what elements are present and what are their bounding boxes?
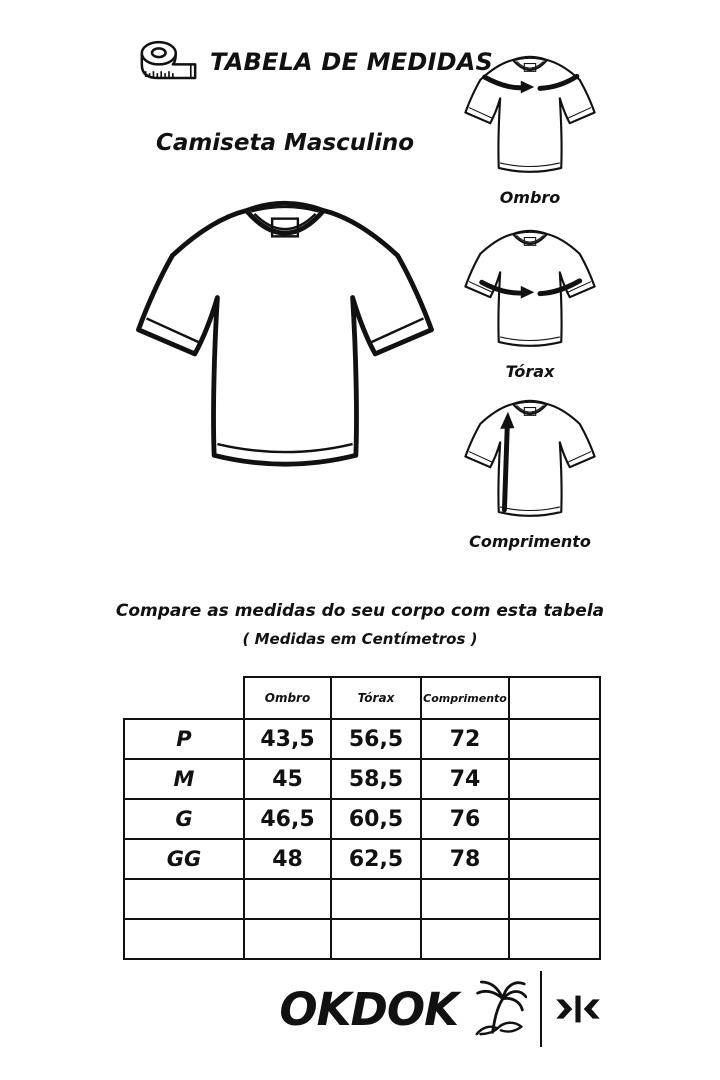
value-torax <box>331 879 421 919</box>
measuring-tape-icon <box>136 38 200 85</box>
table-row-empty-2 <box>124 919 600 959</box>
table-row-g <box>124 799 600 839</box>
value-ombro: 43,5 <box>244 719 331 759</box>
value-comprimento: 78 <box>421 839 509 879</box>
tshirt-shoulder-arrow-icon <box>459 50 601 185</box>
size-table <box>123 676 601 960</box>
header-cell-torax: Tórax <box>331 677 421 719</box>
footer-divider <box>540 971 542 1047</box>
palm-tree-wave-icon <box>473 977 527 1041</box>
header-cell-ombro: Ombro <box>244 677 331 719</box>
header <box>136 38 493 85</box>
size-label: G <box>124 799 244 839</box>
inward-chevrons-icon <box>555 989 601 1029</box>
value-torax: 56,5 <box>331 719 421 759</box>
value-comprimento: 74 <box>421 759 509 799</box>
size-label: M <box>124 759 244 799</box>
value-extra <box>509 839 600 879</box>
value-torax: 60,5 <box>331 799 421 839</box>
guide-torax <box>450 224 610 381</box>
size-label <box>124 919 244 959</box>
value-comprimento: 72 <box>421 719 509 759</box>
value-extra <box>509 759 600 799</box>
main-tshirt-illustration <box>124 188 446 498</box>
table-row-p <box>124 719 600 759</box>
value-ombro <box>244 919 331 959</box>
page-title: TABELA DE MEDIDAS <box>210 47 493 76</box>
header-cell-comprimento: Comprimento <box>421 677 509 719</box>
compare-heading: Compare as medidas do seu corpo com esta tabela <box>115 601 605 621</box>
guide-ombro <box>450 50 610 207</box>
value-ombro: 45 <box>244 759 331 799</box>
value-ombro <box>244 879 331 919</box>
tshirt-length-arrow-icon <box>459 394 601 529</box>
value-comprimento <box>421 919 509 959</box>
guide-comprimento <box>450 394 610 551</box>
guide-torax-label: Tórax <box>505 362 555 381</box>
value-ombro: 48 <box>244 839 331 879</box>
size-label: P <box>124 719 244 759</box>
table-header-row <box>124 677 600 719</box>
footer-brand-bar <box>123 968 601 1050</box>
brand-wordmark: OKDOK <box>279 982 458 1036</box>
value-torax: 58,5 <box>331 759 421 799</box>
header-cell-extra <box>509 677 600 719</box>
product-title: Camiseta Masculino <box>155 130 415 156</box>
value-ombro: 46,5 <box>244 799 331 839</box>
table-row-empty-1 <box>124 879 600 919</box>
value-extra <box>509 919 600 959</box>
compare-subheading: ( Medidas em Centímetros ) <box>242 630 478 648</box>
table-row-gg <box>124 839 600 879</box>
value-extra <box>509 719 600 759</box>
compare-section <box>0 601 720 648</box>
value-comprimento: 76 <box>421 799 509 839</box>
guide-ombro-label: Ombro <box>499 188 561 207</box>
size-label: GG <box>124 839 244 879</box>
value-extra <box>509 799 600 839</box>
tshirt-chest-arrow-icon <box>459 224 601 359</box>
guide-comprimento-label: Comprimento <box>469 532 591 551</box>
value-torax: 62,5 <box>331 839 421 879</box>
table-row-m <box>124 759 600 799</box>
value-extra <box>509 879 600 919</box>
header-cell-blank <box>124 677 244 719</box>
value-comprimento <box>421 879 509 919</box>
value-torax <box>331 919 421 959</box>
tshirt-front-icon <box>124 188 446 494</box>
size-label <box>124 879 244 919</box>
